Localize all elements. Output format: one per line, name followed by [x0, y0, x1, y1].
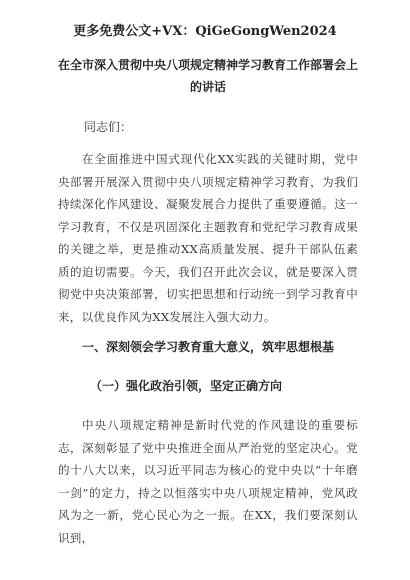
paragraph-body: 中央八项规定精神是新时代党的作风建设的重要标志，深刻彰显了党中央推进全面从严治党的坚定决心。党的十八大以来，以习近平同志为核心的党中央以“十年磨一剑”的定力，持之以恒落实中央八项规定精神，党风政风为之一新，党心民心为之一振。在XX，我们要深刻认识到， — [58, 418, 358, 545]
section-heading-1: 一、深刻领会学习教育重大意义，筑牢思想根基 — [82, 340, 335, 354]
paragraph-intro: 在全面推进中国式现代化XX实践的关键时期，党中央部署开展深入贯彻中央八项规定精神学习教育，为我们持续深化作风建设、凝聚发展合力提供了重要遵循。这一学习教育，不仅是巩固深化主题教育和党纪学习教育成果的关键之举，更是推动XX高质量发展、提升干部队伍素质的迫切需要。今天，我们召开此次会议，就是要深入贯彻党中央决策部署，切实把思想和行动统一到学习教育中来，以优良作风为XX发展注入强大动力。 — [58, 152, 358, 324]
promo-banner: 更多免费公文+VX：QiGeGongWen2024 — [73, 24, 337, 39]
salutation: 同志们： — [84, 120, 133, 134]
document-title: 在全市深入贯彻中央八项规定精神学习教育工作部署会上的讲话 — [58, 58, 359, 94]
subsection-heading-1: （一）强化政治引领，坚定正确方向 — [90, 379, 283, 393]
